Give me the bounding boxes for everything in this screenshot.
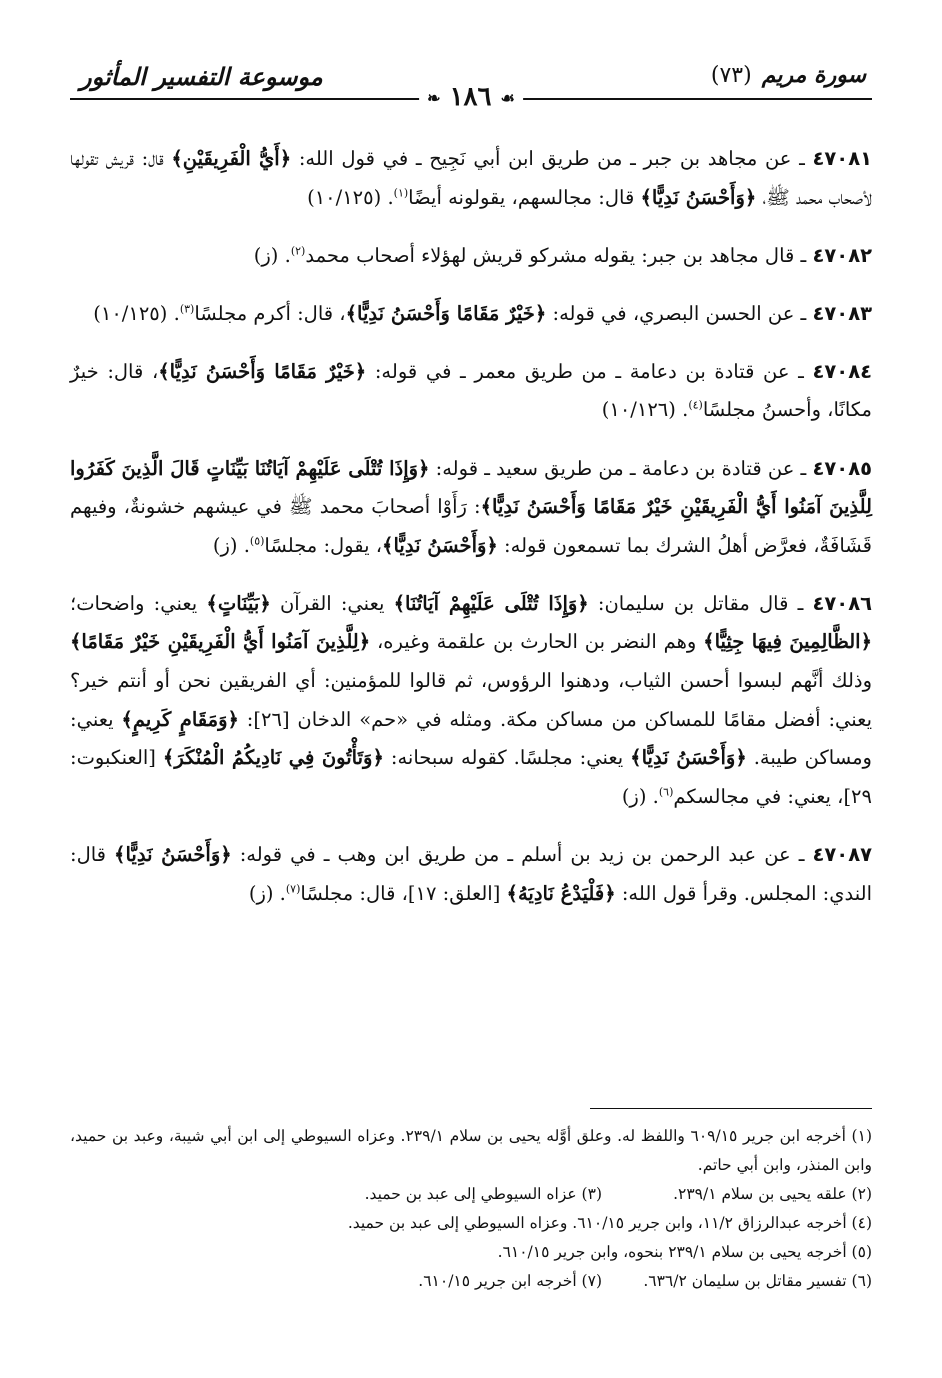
footnote-marker[interactable]: (٥)	[249, 534, 265, 548]
quran-quote: ﴿وَأَحْسَنُ نَدِيًّا﴾	[114, 842, 232, 866]
entry-text: يعني: واضحات؛	[70, 591, 207, 615]
source-reference: . (١٠/١٢٥)	[93, 301, 180, 325]
main-text	[70, 140, 872, 920]
entry-number: ٤٧٠٨٣	[812, 301, 872, 325]
entry-text: ـ عن عبد الرحمن بن زيد بن أسلم ـ من طريق ابن وهب ـ في قوله:	[231, 842, 813, 866]
source-reference: . (ز)	[212, 533, 250, 557]
source-reference: . (ز)	[253, 243, 291, 267]
entry-47083	[70, 295, 872, 334]
entry-text: قال: الندي: المجلس. وقرأ قول الله:	[70, 842, 872, 905]
book-title: موسوعة التفسير المأثور	[80, 62, 323, 91]
source-reference: . (ز)	[621, 784, 659, 808]
footnotes	[70, 1122, 872, 1296]
entry-number: ٤٧٠٨٧	[812, 842, 872, 866]
entry-text: : رَأَوْا أصحابَ محمد ﷺ في عيشهم خشونةٌ، وفيهم قَشَافَةٌ، فعرَّض أهلُ الشرك بما تسمعون قوله:	[70, 495, 872, 557]
source-reference: . (ز)	[248, 881, 286, 905]
entry-text: يعني: مجلسًا. كقوله سبحانه:	[383, 746, 631, 770]
footnote-row	[70, 1267, 872, 1296]
entry-text: ـ عن قتادة بن دعامة ـ من طريق سعيد ـ قوله:	[429, 456, 813, 480]
entry-text: ـ عن قتادة بن دعامة ـ من طريق معمر ـ في قوله:	[366, 359, 813, 383]
entry-text: قال: مجالسهم، يقولونه أيضًا	[408, 185, 641, 209]
page-number	[419, 82, 523, 112]
footnote-marker[interactable]: (٣)	[179, 302, 195, 316]
footnote-1: (١) أخرجه ابن جرير ٦٠٩/١٥ واللفظ له. وعلق أوَّله يحيى بن سلام ٢٣٩/١. وعزاه السيوطي إلى ابن أبي شيبة، وعبد بن حميد، وابن المنذر، وابن أبي حاتم.	[70, 1127, 872, 1174]
quran-quote: ﴿بَيِّنَاتٍ﴾	[206, 591, 271, 615]
ornament-icon: ❧	[427, 88, 441, 108]
quran-quote: ﴿وَأَحْسَنُ نَدِيًّا﴾	[640, 185, 757, 209]
quran-quote: ﴿فَلْيَدْعُ نَادِيَهُ﴾	[506, 881, 616, 905]
quran-quote: ﴿وَأَحْسَنُ نَدِيًّا﴾	[630, 746, 747, 770]
source-reference: . (١٠/١٢٥)	[307, 185, 394, 209]
entry-47081	[70, 140, 872, 217]
footnote-separator	[590, 1108, 872, 1109]
ornament-icon: ☙	[500, 88, 515, 108]
entry-47085	[70, 450, 872, 566]
entry-text: يعني: القرآن	[270, 591, 394, 615]
quran-quote: ﴿وَأَحْسَنُ نَدِيًّا﴾	[382, 533, 498, 557]
entry-text: ، قال: أكرم مجلسًا	[194, 301, 346, 325]
entry-text: ـ قال مقاتل بن سليمان:	[588, 591, 813, 615]
entry-47086	[70, 585, 872, 817]
entry-text: ـ عن الحسن البصري، في قوله:	[546, 301, 813, 325]
footnote-row	[70, 1180, 872, 1209]
entry-text: ـ عن مجاهد بن جبر ـ من طريق ابن أبي نَجِيح ـ في قول الله:	[291, 147, 813, 170]
surah-name: سورة مريم	[761, 62, 866, 88]
footnote-marker[interactable]: (١)	[393, 186, 409, 200]
quran-quote: ﴿خَيْرٌ مَقَامًا وَأَحْسَنُ نَدِيًّا﴾	[158, 359, 367, 383]
quran-quote: ﴿وَتَأْتُونَ فِي نَادِيكُمُ الْمُنْكَرَ﴾	[162, 746, 384, 770]
footnote-4: (٤) أخرجه عبدالرزاق ١١/٢، وابن جرير ٦١٠/١٥. وعزاه السيوطي إلى عبد بن حميد.	[347, 1214, 872, 1232]
page-number-text: ١٨٦	[449, 82, 492, 112]
source-reference: . (١٠/١٢٦)	[601, 398, 689, 422]
footnote-7: (٧) أخرجه ابن جرير ٦١٠/١٥.	[418, 1272, 602, 1290]
quran-quote: ﴿أَيُّ الْفَرِيقَيْنِ﴾	[171, 147, 292, 170]
footnote-marker[interactable]: (٧)	[285, 882, 301, 895]
quran-quote: ﴿وَمَقَامٍ كَرِيمٍ﴾	[121, 707, 239, 731]
surah-number: (٧٣)	[710, 63, 752, 88]
quran-quote: ﴿وَإِذَا تُتْلَى عَلَيْهِمْ آيَاتُنَا بَيِّنَاتٍ قَالَ الَّذِينَ كَفَرُوا لِلَّذِينَ آمَنُوا أَيُّ الْفَرِيقَيْنِ خَيْرٌ مَقَامًا وَأَحْسَنُ نَدِيًّا﴾	[70, 456, 873, 519]
entry-number: ٤٧٠٨٥	[812, 456, 872, 480]
footnote-marker[interactable]: (٤)	[688, 398, 703, 412]
entry-number: ٤٧٠٨١	[812, 147, 872, 170]
quran-quote: ﴿خَيْرٌ مَقَامًا وَأَحْسَنُ نَدِيًّا﴾	[345, 301, 547, 325]
entry-47087	[70, 836, 872, 913]
entry-number: ٤٧٠٨٢	[812, 243, 872, 267]
entry-text: يعني: ومساكن طيبة.	[70, 707, 872, 770]
entry-number: ٤٧٠٨٦	[812, 591, 873, 615]
entry-text: وهم النضر بن الحارث بن علقمة وغيره،	[370, 630, 704, 654]
surah-label	[711, 62, 866, 88]
footnote-marker[interactable]: (٢)	[290, 244, 306, 258]
entry-47084	[70, 353, 872, 430]
entry-text: [العنكبوت: ٢٩]، يعني: في مجالسكم	[70, 746, 872, 808]
quran-quote: ﴿الظَّالِمِينَ فِيهَا جِثِيًّا﴾	[703, 630, 872, 654]
entry-text: ، يقول: مجلسًا	[264, 533, 383, 557]
footnote-3: (٣) عزاه السيوطي إلى عبد بن حميد.	[364, 1185, 602, 1203]
quran-quote: ﴿وَإِذَا تُتْلَى عَلَيْهِمْ آيَاتُنَا﴾	[393, 591, 589, 615]
entry-text: قال: قريش تقولها لأصحاب محمد ﷺ،	[70, 147, 872, 209]
entry-47082	[70, 237, 872, 276]
entry-text: ، قال: خيرٌ مكانًا، وأحسنُ مجلسًا	[70, 359, 872, 422]
running-header	[70, 58, 872, 112]
entry-number: ٤٧٠٨٤	[812, 359, 873, 383]
entry-text: ـ قال مجاهد بن جبر: يقوله مشركو قريش لهؤلاء أصحاب محمد	[305, 243, 813, 267]
footnote-2: (٢) علقه يحيى بن سلام ٢٣٩/١.	[673, 1185, 872, 1203]
entry-text: وذلك أنَّهم لبسوا أحسن الثياب، ودهنوا الرؤوس، ثم قالوا للمؤمنين: أي الفريقين نحن أو أنتم خير؟ يعني: أفضل مقامًا للمساكن من مساكن مكة. ومثله في «حم» الدخان [٢٦]:	[70, 669, 872, 731]
entry-text: [العلق: ١٧]، قال: مجلسًا	[300, 881, 507, 905]
footnote-marker[interactable]: (٦)	[658, 785, 674, 799]
quran-quote: ﴿لِلَّذِينَ آمَنُوا أَيُّ الْفَرِيقَيْنِ خَيْرٌ مَقَامًا﴾	[70, 630, 371, 654]
footnote-5: (٥) أخرجه يحيى بن سلام ٢٣٩/١ بنحوه، وابن جرير ٦١٠/١٥.	[497, 1243, 872, 1261]
footnote-6: (٦) تفسير مقاتل بن سليمان ٦٣٦/٢.	[643, 1272, 872, 1290]
